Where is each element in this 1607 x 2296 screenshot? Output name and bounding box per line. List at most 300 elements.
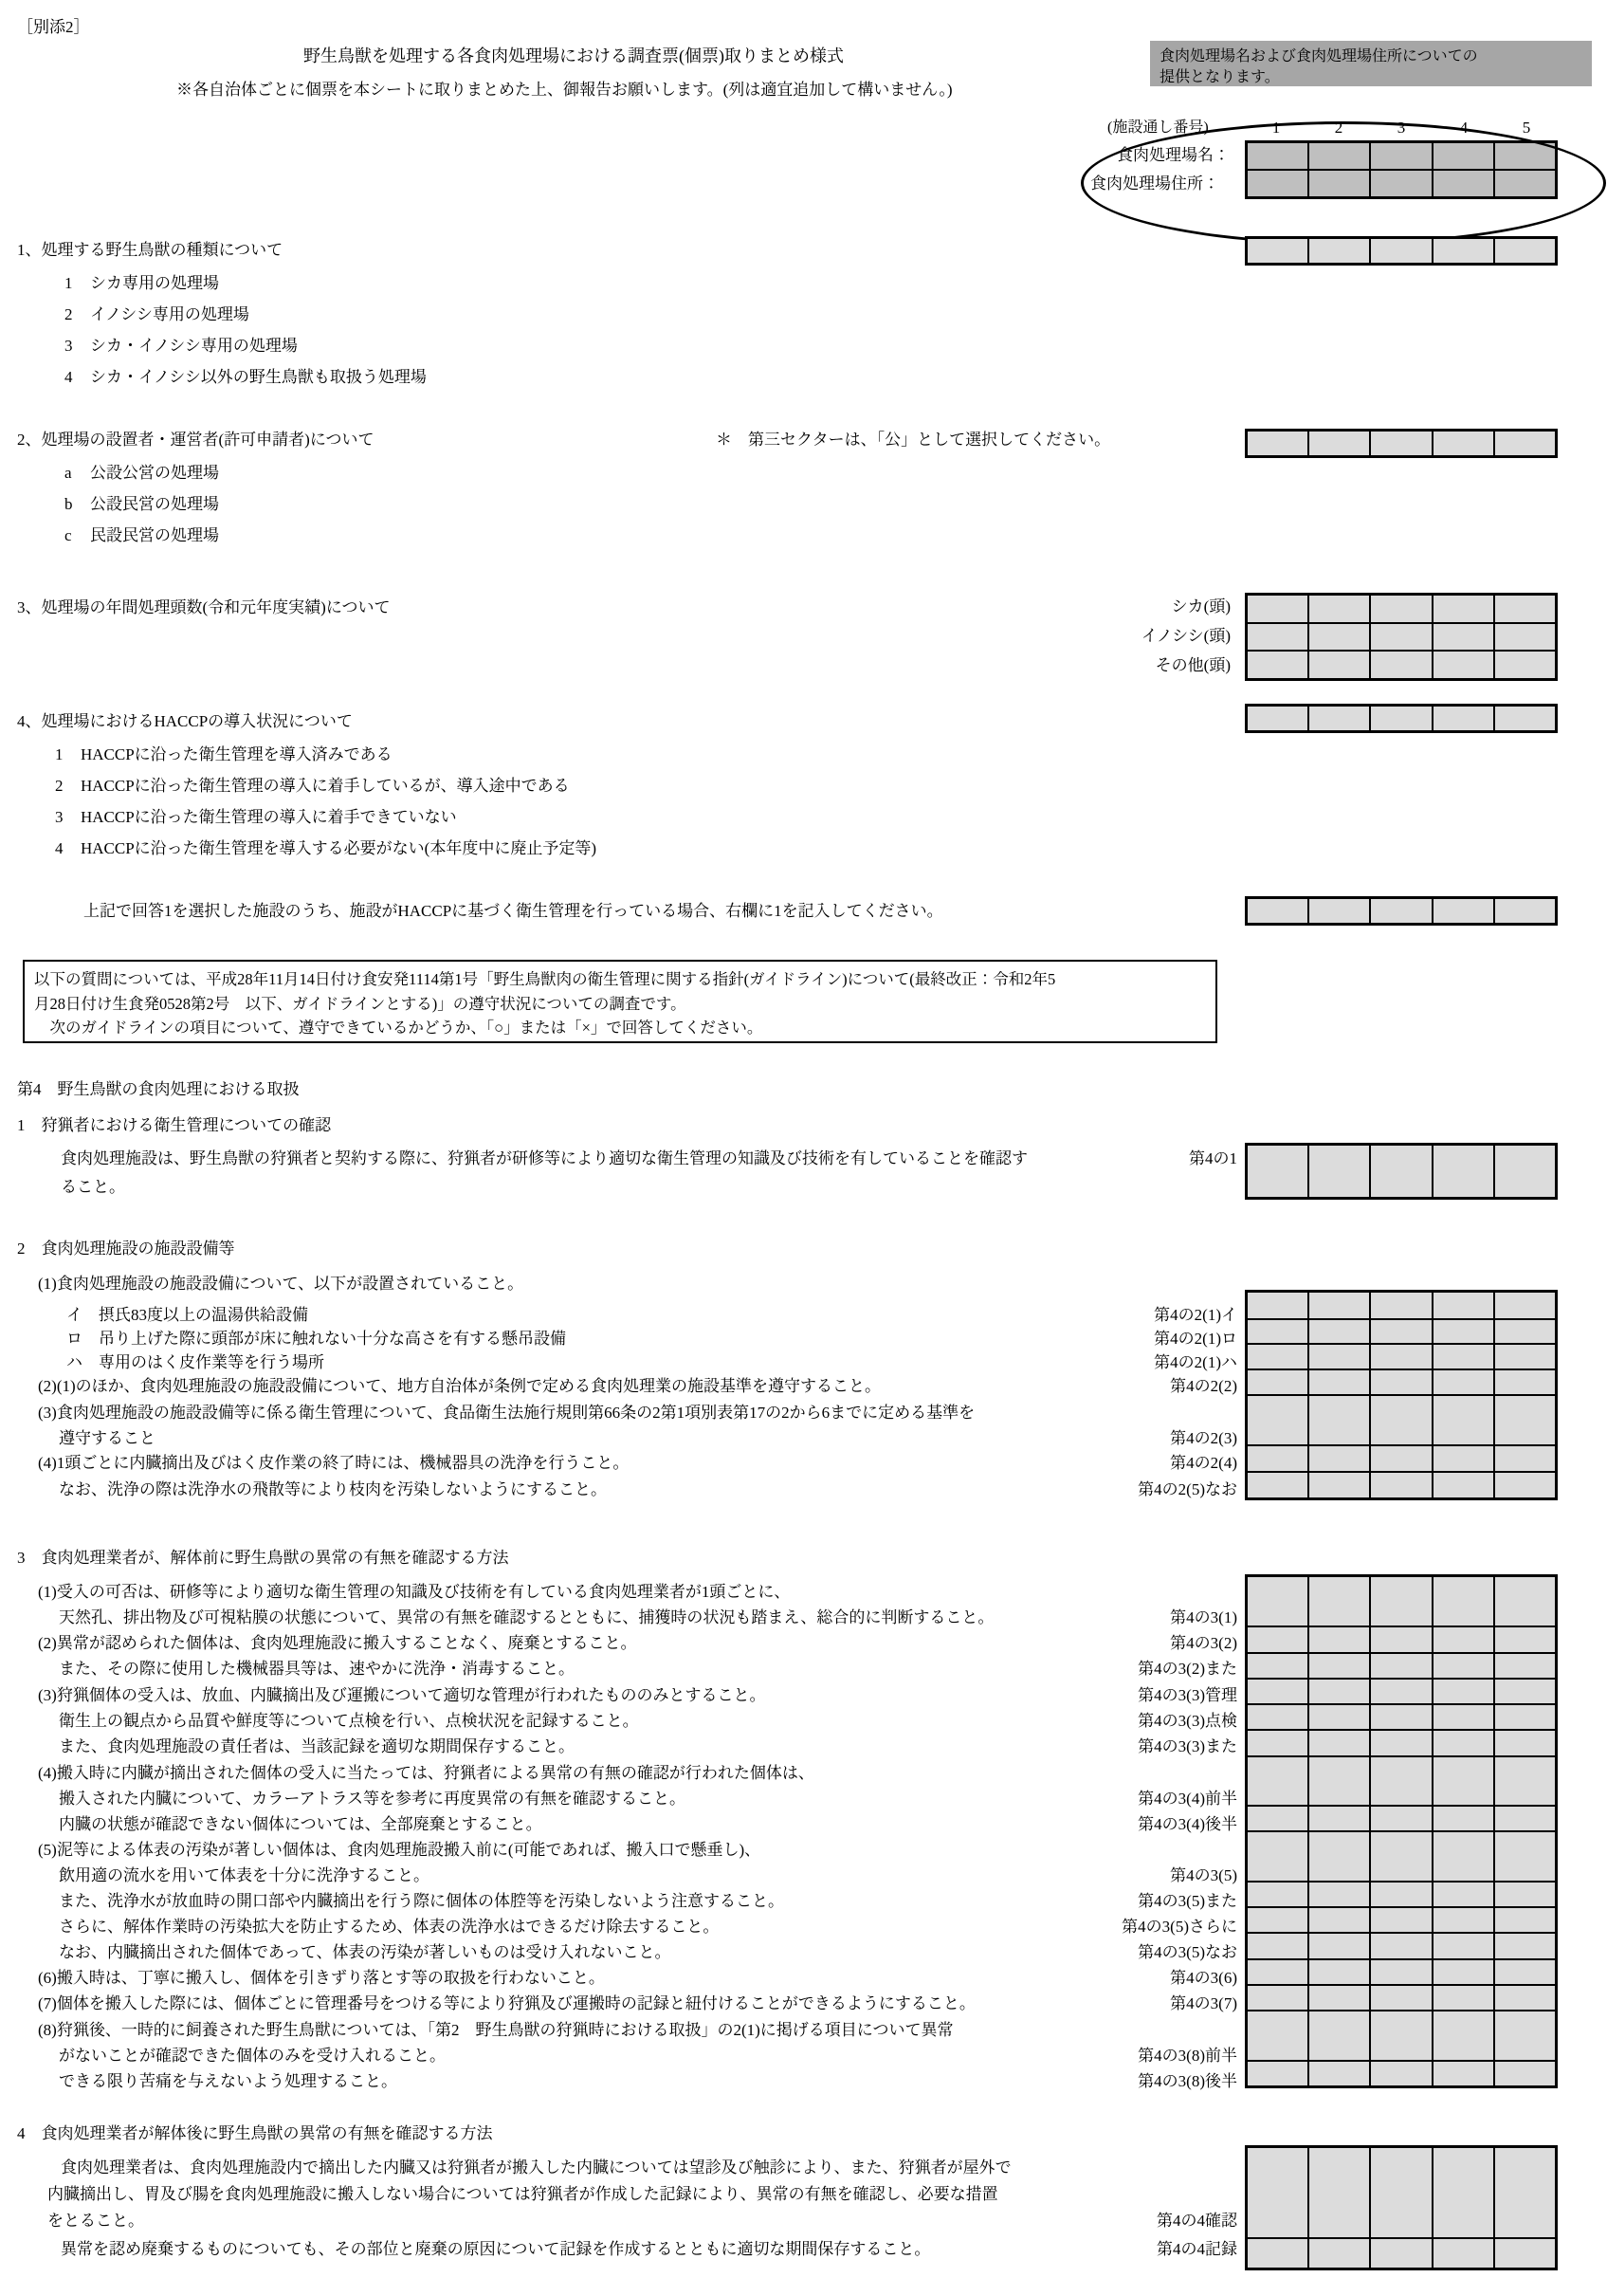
q2-answer-cell-1[interactable] (1248, 432, 1307, 455)
dai4-s3-item-2-text: 天然孔、排出物及び可視粘膜の状態について、異常の有無を確認するとともに、捕獲時の状況も踏まえ、総合的に判断すること。 (59, 1608, 995, 1626)
dai4-s3-r5-c2[interactable] (1309, 1705, 1369, 1729)
table-row[interactable] (1248, 1577, 1555, 1626)
table-row[interactable] (1248, 1986, 1555, 2010)
dai4-s1-answer-grid[interactable] (1245, 1143, 1558, 1200)
table-row[interactable] (1248, 239, 1555, 263)
dai4-s2-item-3-ref: 第4の2(1)ハ (1154, 1353, 1237, 1371)
dai4-s2-r1-c4[interactable] (1434, 1293, 1493, 1318)
dai4-s1-cell-3[interactable] (1371, 1146, 1431, 1197)
dai4-s3-r5-c1[interactable] (1248, 1705, 1307, 1729)
dai4-s3-r14-c1[interactable] (1248, 1986, 1307, 2010)
dai4-s2-item-5-text: (3)食肉処理施設の施設設備等に係る衛生管理について、食品衛生法施行規則第66条の2第1項別表第17の2から6までに定める基準を (38, 1404, 976, 1422)
dai4-s3-r10-c4[interactable] (1434, 1883, 1493, 1906)
dai4-s3-item-13-ref: 第4の3(5)また (1138, 1892, 1237, 1910)
dai4-s3-r6-c2[interactable] (1309, 1731, 1369, 1754)
dai4-s3-r5-c5[interactable] (1495, 1705, 1555, 1729)
dai4-s3-item-14-text: さらに、解体作業時の汚染拡大を防止するため、体表の洗浄水はできるだけ除去すること。 (59, 1918, 720, 1936)
q1-answer-cell-3[interactable] (1371, 239, 1431, 263)
dai4-s3-item-9-ref: 第4の3(4)前半 (1138, 1790, 1237, 1808)
facility-address-cell-4[interactable] (1434, 171, 1493, 196)
dai4-s3-r13-c1[interactable] (1248, 1960, 1307, 1984)
dai4-s3-r1-c4[interactable] (1434, 1577, 1493, 1626)
q3-boar-cell-2[interactable] (1309, 624, 1369, 651)
q3-boar-cell-3[interactable] (1371, 624, 1431, 651)
dai4-s3-r1-c5[interactable] (1495, 1577, 1555, 1626)
dai4-s3-item-7-ref: 第4の3(3)また (1138, 1737, 1237, 1755)
dai4-s2-r5-c4[interactable] (1434, 1396, 1493, 1445)
dai4-heading: 第4 野生鳥獣の食肉処理における取扱 (17, 1080, 300, 1098)
dai4-s3-r4-c1[interactable] (1248, 1680, 1307, 1703)
dai4-s3-r4-c2[interactable] (1309, 1680, 1369, 1703)
table-row[interactable] (1248, 1473, 1555, 1497)
dai4-s2-r2-c2[interactable] (1309, 1320, 1369, 1344)
table-row[interactable] (1248, 1370, 1555, 1394)
dai4-s3-r11-c2[interactable] (1309, 1908, 1369, 1932)
dai4-s3-r7-c2[interactable] (1309, 1757, 1369, 1806)
page-title: 野生鳥獣を処理する各食肉処理場における調査票(個票)取りまとめ様式 (303, 46, 844, 65)
q3-deer-cell-5[interactable] (1495, 596, 1555, 622)
dai4-s3-r16-c3[interactable] (1371, 2062, 1431, 2085)
facility-col-4: 4 (1459, 119, 1469, 137)
dai4-s3-r15-c2[interactable] (1309, 2011, 1369, 2060)
facility-info-grid[interactable] (1245, 140, 1558, 199)
dai4-s2-r6-c2[interactable] (1309, 1446, 1369, 1471)
dai4-s3-item-12-text: 飲用適の流水を用いて体表を十分に洗浄すること。 (59, 1866, 429, 1884)
dai4-s3-r8-c2[interactable] (1309, 1807, 1369, 1830)
dai4-s2-r7-c1[interactable] (1248, 1473, 1307, 1497)
dai4-s3-r5-c4[interactable] (1434, 1705, 1493, 1729)
q1-option-1-label: シカ専用の処理場 (90, 274, 219, 292)
q2-answer-cell-5[interactable] (1495, 432, 1555, 455)
dai4-s1-cell-5[interactable] (1495, 1146, 1555, 1197)
q4-followup-cell-4[interactable] (1434, 899, 1493, 923)
dai4-s2-r7-c3[interactable] (1371, 1473, 1431, 1497)
dai4-s2-r3-c1[interactable] (1248, 1345, 1307, 1368)
dai4-s3-r11-c5[interactable] (1495, 1908, 1555, 1932)
dai4-s3-r14-c5[interactable] (1495, 1986, 1555, 2010)
q3-deer-cell-2[interactable] (1309, 596, 1369, 622)
table-row[interactable] (1248, 2148, 1555, 2237)
table-row[interactable] (1248, 432, 1555, 455)
q4-option-3-label: HACCPに沿った衛生管理の導入に着手できていない (81, 808, 457, 826)
table-row[interactable] (1248, 1757, 1555, 1806)
dai4-s3-r16-c4[interactable] (1434, 2062, 1493, 2085)
dai4-s2-item-4-text: (2)(1)のほか、食肉処理施設の施設設備について、地方自治体が条例で定める食肉処理業の施設基準を遵守すること。 (38, 1377, 881, 1395)
dai4-s4-answer-grid[interactable] (1245, 2145, 1558, 2270)
dai4-s2-r3-c5[interactable] (1495, 1345, 1555, 1368)
dai4-s2-r2-c4[interactable] (1434, 1320, 1493, 1344)
dai4-s2-r1-c3[interactable] (1371, 1293, 1431, 1318)
dai4-s3-r10-c5[interactable] (1495, 1883, 1555, 1906)
dai4-s3-item-6-text: 衛生上の観点から品質や鮮度等について点検を行い、点検状況を記録すること。 (59, 1712, 639, 1730)
dai4-s3-r10-c2[interactable] (1309, 1883, 1369, 1906)
question-2-heading: 2、処理場の設置者・運営者(許可申請者)について (17, 431, 374, 449)
dai4-s3-r3-c3[interactable] (1371, 1654, 1431, 1678)
table-row[interactable] (1248, 1654, 1555, 1678)
dai4-s3-r10-c1[interactable] (1248, 1883, 1307, 1906)
dai4-s1-cell-4[interactable] (1434, 1146, 1493, 1197)
q3-other-cell-2[interactable] (1309, 652, 1369, 678)
dai4-s2-item-7-ref: 第4の2(4) (1170, 1454, 1237, 1472)
dai4-s3-r15-c4[interactable] (1434, 2011, 1493, 2060)
dai4-s3-item-10-ref: 第4の3(4)後半 (1138, 1815, 1237, 1833)
table-row[interactable] (1248, 1446, 1555, 1471)
q3-boar-cell-1[interactable] (1248, 624, 1307, 651)
table-row[interactable] (1248, 2062, 1555, 2085)
dai4-s4-ref-record: 第4の4記録 (1157, 2240, 1237, 2258)
dai4-s4-confirm-c4[interactable] (1434, 2148, 1493, 2237)
q3-other-cell-3[interactable] (1371, 652, 1431, 678)
table-row[interactable] (1248, 1146, 1555, 1197)
dai4-s2-intro: (1)食肉処理施設の施設設備について、以下が設置されていること。 (38, 1275, 524, 1293)
dai4-s3-r13-c2[interactable] (1309, 1960, 1369, 1984)
q3-deer-cell-4[interactable] (1434, 596, 1493, 622)
dai4-s3-item-16-ref: 第4の3(6) (1170, 1969, 1237, 1987)
table-row[interactable] (1248, 1934, 1555, 1957)
dai4-s2-r3-c4[interactable] (1434, 1345, 1493, 1368)
dai4-s3-item-5-ref: 第4の3(3)管理 (1138, 1686, 1237, 1704)
facility-name-cell-3[interactable] (1371, 143, 1431, 169)
dai4-s4-record-c1[interactable] (1248, 2239, 1307, 2268)
q1-answer-cell-5[interactable] (1495, 239, 1555, 263)
dai4-s1-line-1: 食肉処理施設は、野生鳥獣の狩猟者と契約する際に、狩猟者が研修等により適切な衛生管理の知識及び技術を有していることを確認す (61, 1149, 1028, 1167)
dai4-s3-item-8-text: (4)搬入時に内臓が摘出された個体の受入に当たっては、狩猟者による異常の有無の確認が行われた個体は、 (38, 1764, 814, 1782)
dai4-s3-item-17-text: (7)個体を搬入した際には、個体ごとに管理番号をつける等により狩猟及び運搬時の記録と紐付けることができるようにすること。 (38, 1994, 976, 2012)
q1-option-1-num: 1 (64, 274, 73, 292)
dai4-s2-r7-c5[interactable] (1495, 1473, 1555, 1497)
dai4-s2-r7-c2[interactable] (1309, 1473, 1369, 1497)
q4-answer-cell-5[interactable] (1495, 707, 1555, 730)
dai4-s3-r9-c5[interactable] (1495, 1832, 1555, 1881)
q3-deer-cell-3[interactable] (1371, 596, 1431, 622)
dai4-s3-r8-c3[interactable] (1371, 1807, 1431, 1830)
dai4-s2-r3-c3[interactable] (1371, 1345, 1431, 1368)
provision-note-line1: 食肉処理場名および食肉処理場住所についての (1160, 48, 1478, 64)
dai4-s2-r2-c5[interactable] (1495, 1320, 1555, 1344)
dai4-s2-r6-c1[interactable] (1248, 1446, 1307, 1471)
dai4-s2-r6-c4[interactable] (1434, 1446, 1493, 1471)
dai4-s3-r6-c3[interactable] (1371, 1731, 1431, 1754)
q4-followup-cell-1[interactable] (1248, 899, 1307, 923)
question-3-heading: 3、処理場の年間処理頭数(令和元年度実績)について (17, 598, 391, 616)
table-row[interactable] (1248, 624, 1555, 651)
dai4-s3-r2-c4[interactable] (1434, 1627, 1493, 1651)
q3-answer-grid[interactable] (1245, 593, 1558, 681)
table-row[interactable] (1248, 143, 1555, 169)
dai4-s4-record-c2[interactable] (1309, 2239, 1369, 2268)
q4-option-1-num: 1 (55, 745, 64, 763)
dai4-s2-r4-c2[interactable] (1309, 1370, 1369, 1394)
facility-address-cell-1[interactable] (1248, 171, 1307, 196)
dai4-s2-r2-c1[interactable] (1248, 1320, 1307, 1344)
dai4-s3-r7-c5[interactable] (1495, 1757, 1555, 1806)
dai4-s4-record-c4[interactable] (1434, 2239, 1493, 2268)
dai4-s3-item-18-text: (8)狩猟後、一時的に飼養された野生鳥獣については、「第2 野生鳥獣の狩猟時における取扱」の2(1)に掲げる項目について異常 (38, 2021, 954, 2039)
table-row[interactable] (1248, 2011, 1555, 2060)
table-row[interactable] (1248, 1832, 1555, 1881)
facility-address-cell-3[interactable] (1371, 171, 1431, 196)
table-row[interactable] (1248, 1345, 1555, 1368)
dai4-s3-r4-c4[interactable] (1434, 1680, 1493, 1703)
dai4-s2-item-3-text: ハ 専用のはく皮作業等を行う場所 (66, 1353, 324, 1371)
facility-name-cell-5[interactable] (1495, 143, 1555, 169)
dai4-s2-item-6-ref: 第4の2(3) (1170, 1429, 1237, 1447)
dai4-s3-r6-c5[interactable] (1495, 1731, 1555, 1754)
dai4-s3-r3-c4[interactable] (1434, 1654, 1493, 1678)
dai4-s2-r2-c3[interactable] (1371, 1320, 1431, 1344)
dai4-s3-r15-c1[interactable] (1248, 2011, 1307, 2060)
dai4-s3-r8-c1[interactable] (1248, 1807, 1307, 1830)
dai4-s3-item-15-text: なお、内臓摘出された個体であって、体表の汚染が著しいものは受け入れないこと。 (59, 1943, 671, 1961)
table-row[interactable] (1248, 1627, 1555, 1651)
dai4-s4-line-3: をとること。 (47, 2212, 144, 2230)
dai4-s3-answer-grid[interactable] (1245, 1574, 1558, 2088)
dai4-s3-item-16-text: (6)搬入時は、丁寧に搬入し、個体を引きずり落とす等の取扱を行わないこと。 (38, 1969, 605, 1987)
dai4-s3-r2-c3[interactable] (1371, 1627, 1431, 1651)
dai4-s2-r5-c2[interactable] (1309, 1396, 1369, 1445)
dai4-s3-r11-c4[interactable] (1434, 1908, 1493, 1932)
dai4-s3-item-7-text: また、食肉処理施設の責任者は、当該記録を適切な期間保存すること。 (59, 1737, 575, 1755)
dai4-s2-item-1-text: イ 摂氏83度以上の温湯供給設備 (66, 1306, 308, 1324)
dai4-s4-confirm-c3[interactable] (1371, 2148, 1431, 2237)
dai4-s3-r15-c3[interactable] (1371, 2011, 1431, 2060)
q4-followup-text: 上記で回答1を選択した施設のうち、施設がHACCPに基づく衛生管理を行っている場合、右欄に1を記入してください。 (83, 902, 943, 920)
q3-other-cell-5[interactable] (1495, 652, 1555, 678)
page-subtitle: ※各自治体ごとに個票を本シートに取りまとめた上、御報告お願いします。(列は適宜追加して構いません。) (176, 81, 953, 99)
q4-answer-cell-3[interactable] (1371, 707, 1431, 730)
dai4-s3-r8-c4[interactable] (1434, 1807, 1493, 1830)
dai4-s3-r7-c3[interactable] (1371, 1757, 1431, 1806)
dai4-s3-r6-c1[interactable] (1248, 1731, 1307, 1754)
dai4-s3-r12-c2[interactable] (1309, 1934, 1369, 1957)
facility-col-5: 5 (1522, 119, 1531, 137)
q2-option-a-num: a (64, 464, 72, 482)
dai4-s3-r4-c5[interactable] (1495, 1680, 1555, 1703)
dai4-s2-r1-c1[interactable] (1248, 1293, 1307, 1318)
dai4-s3-r3-c5[interactable] (1495, 1654, 1555, 1678)
dai4-s3-item-17-ref: 第4の3(7) (1170, 1994, 1237, 2012)
question-1-heading: 1、処理する野生鳥獣の種類について (17, 241, 283, 259)
q1-answer-grid[interactable] (1245, 236, 1558, 266)
dai4-s3-item-10-text: 内臓の状態が確認できない個体については、全部廃棄とすること。 (59, 1815, 542, 1833)
q4-followup-cell-3[interactable] (1371, 899, 1431, 923)
dai4-s3-r1-c1[interactable] (1248, 1577, 1307, 1626)
table-row[interactable] (1248, 1960, 1555, 1984)
dai4-s4-confirm-c5[interactable] (1495, 2148, 1555, 2237)
dai4-s4-record-c5[interactable] (1495, 2239, 1555, 2268)
q4-option-4-num: 4 (55, 839, 64, 857)
dai4-s2-r3-c2[interactable] (1309, 1345, 1369, 1368)
attachment-label: ［別添2］ (17, 18, 90, 36)
dai4-s3-item-14-ref: 第4の3(5)さらに (1122, 1918, 1237, 1936)
dai4-s3-r16-c5[interactable] (1495, 2062, 1555, 2085)
dai4-s2-r5-c5[interactable] (1495, 1396, 1555, 1445)
q4-answer-cell-4[interactable] (1434, 707, 1493, 730)
q2-option-c-label: 民設民営の処理場 (90, 526, 219, 544)
table-row[interactable] (1248, 1396, 1555, 1445)
q1-answer-cell-2[interactable] (1309, 239, 1369, 263)
dai4-s3-r16-c1[interactable] (1248, 2062, 1307, 2085)
dai4-s2-heading: 2 食肉処理施設の施設設備等 (17, 1240, 235, 1258)
dai4-s3-r9-c1[interactable] (1248, 1832, 1307, 1881)
dai4-s2-r1-c2[interactable] (1309, 1293, 1369, 1318)
q4-option-1-label: HACCPに沿った衛生管理を導入済みである (81, 745, 393, 763)
table-row[interactable] (1248, 1320, 1555, 1344)
table-row[interactable] (1248, 1705, 1555, 1729)
dai4-s3-r14-c3[interactable] (1371, 1986, 1431, 2010)
dai4-s3-item-19-ref: 第4の3(8)前半 (1138, 2047, 1237, 2065)
q4-answer-cell-2[interactable] (1309, 707, 1369, 730)
dai4-s2-r5-c3[interactable] (1371, 1396, 1431, 1445)
q2-answer-cell-2[interactable] (1309, 432, 1369, 455)
guideline-line-1: 以下の質問については、平成28年11月14日付け食安発1114第1号「野生鳥獣肉の衛生管理に関する指針(ガイドライン)について(最終改正：令和2年5 (34, 970, 1056, 988)
q2-answer-cell-4[interactable] (1434, 432, 1493, 455)
table-row[interactable] (1248, 1680, 1555, 1703)
q1-option-3-label: シカ・イノシシ専用の処理場 (90, 337, 298, 355)
dai4-s3-r13-c4[interactable] (1434, 1960, 1493, 1984)
dai4-s3-item-3-ref: 第4の3(2) (1170, 1634, 1237, 1652)
dai4-s2-r1-c5[interactable] (1495, 1293, 1555, 1318)
dai4-s3-r1-c2[interactable] (1309, 1577, 1369, 1626)
dai4-s2-item-8-ref: 第4の2(5)なお (1138, 1480, 1237, 1498)
q2-answer-cell-3[interactable] (1371, 432, 1431, 455)
dai4-s3-heading: 3 食肉処理業者が、解体前に野生鳥獣の異常の有無を確認する方法 (17, 1549, 509, 1567)
dai4-s3-item-4-text: また、その際に使用した機械器具等は、速やかに洗浄・消毒すること。 (59, 1660, 575, 1678)
facility-name-cell-1[interactable] (1248, 143, 1307, 169)
dai4-s4-confirm-c2[interactable] (1309, 2148, 1369, 2237)
q4-followup-cell-2[interactable] (1309, 899, 1369, 923)
dai4-s3-item-2-ref: 第4の3(1) (1170, 1608, 1237, 1626)
q4-followup-cell-5[interactable] (1495, 899, 1555, 923)
dai4-s4-line-1: 食肉処理業者は、食肉処理施設内で摘出した内臓又は狩猟者が搬入した内臓については望診及び触診により、また、狩猟者が屋外で (61, 2158, 1012, 2177)
dai4-s2-answer-grid[interactable] (1245, 1290, 1558, 1500)
dai4-s3-r7-c4[interactable] (1434, 1757, 1493, 1806)
dai4-s3-item-13-text: また、洗浄水が放血時の開口部や内臓摘出を行う際に個体の体腔等を汚染しないよう注意すること。 (59, 1892, 784, 1910)
dai4-s3-r2-c2[interactable] (1309, 1627, 1369, 1651)
table-row[interactable] (1248, 1731, 1555, 1754)
dai4-s3-item-5-text: (3)狩猟個体の受入は、放血、内臓摘出及び運搬について適切な管理が行われたもののみとすること。 (38, 1686, 766, 1704)
dai4-s3-r3-c1[interactable] (1248, 1654, 1307, 1678)
dai4-s4-confirm-c1[interactable] (1248, 2148, 1307, 2237)
dai4-s2-r4-c4[interactable] (1434, 1370, 1493, 1394)
facility-name-cell-2[interactable] (1309, 143, 1369, 169)
q4-followup-grid[interactable] (1245, 896, 1558, 926)
q3-boar-cell-4[interactable] (1434, 624, 1493, 651)
dai4-s4-line-2: 内臓摘出し、胃及び腸を食肉処理施設に搬入しない場合については狩猟者が作成した記録により、異常の有無を確認し、必要な措置 (47, 2185, 998, 2203)
question-4-heading: 4、処理場におけるHACCPの導入状況について (17, 712, 353, 730)
dai4-s2-r7-c4[interactable] (1434, 1473, 1493, 1497)
dai4-s2-r5-c1[interactable] (1248, 1396, 1307, 1445)
dai4-s3-r11-c1[interactable] (1248, 1908, 1307, 1932)
dai4-s3-r13-c3[interactable] (1371, 1960, 1431, 1984)
dai4-s3-r13-c5[interactable] (1495, 1960, 1555, 1984)
dai4-s4-heading: 4 食肉処理業者が解体後に野生鳥獣の異常の有無を確認する方法 (17, 2124, 493, 2142)
table-row[interactable] (1248, 171, 1555, 196)
dai4-s3-r9-c2[interactable] (1309, 1832, 1369, 1881)
dai4-s2-item-4-ref: 第4の2(2) (1170, 1377, 1237, 1395)
provision-note-line2: 提供となります。 (1160, 68, 1280, 85)
table-row[interactable] (1248, 707, 1555, 730)
dai4-s3-r12-c1[interactable] (1248, 1934, 1307, 1957)
facility-address-cell-2[interactable] (1309, 171, 1369, 196)
dai4-s3-r6-c4[interactable] (1434, 1731, 1493, 1754)
q3-boar-cell-5[interactable] (1495, 624, 1555, 651)
dai4-s3-r2-c5[interactable] (1495, 1627, 1555, 1651)
dai4-s2-r4-c3[interactable] (1371, 1370, 1431, 1394)
dai4-s3-r16-c2[interactable] (1309, 2062, 1369, 2085)
dai4-s2-item-7-text: (4)1頭ごとに内臓摘出及びはく皮作業の終了時には、機械器具の洗浄を行うこと。 (38, 1454, 630, 1472)
table-row[interactable] (1248, 1293, 1555, 1318)
q4-answer-cell-1[interactable] (1248, 707, 1307, 730)
dai4-s3-r2-c1[interactable] (1248, 1627, 1307, 1651)
dai4-s3-r12-c5[interactable] (1495, 1934, 1555, 1957)
dai4-s2-item-2-ref: 第4の2(1)ロ (1154, 1330, 1237, 1348)
q2-answer-grid[interactable] (1245, 429, 1558, 458)
dai4-s1-cell-2[interactable] (1309, 1146, 1369, 1197)
q3-other-cell-1[interactable] (1248, 652, 1307, 678)
dai4-s4-line-4: 異常を認め廃棄するものについても、その部位と廃棄の原因について記録を作成するとともに適切な期間保存すること。 (61, 2240, 931, 2258)
facility-name-cell-4[interactable] (1434, 143, 1493, 169)
dai4-s3-r14-c4[interactable] (1434, 1986, 1493, 2010)
dai4-s3-r9-c3[interactable] (1371, 1832, 1431, 1881)
q1-answer-cell-4[interactable] (1434, 239, 1493, 263)
table-row[interactable] (1248, 2239, 1555, 2268)
q3-row-label-boar: イノシシ(頭) (1141, 627, 1231, 645)
dai4-s2-r6-c3[interactable] (1371, 1446, 1431, 1471)
dai4-s3-r8-c5[interactable] (1495, 1807, 1555, 1830)
dai4-s1-ref: 第4の1 (1189, 1149, 1237, 1167)
dai4-s3-r3-c2[interactable] (1309, 1654, 1369, 1678)
table-row[interactable] (1248, 1908, 1555, 1932)
dai4-s3-r5-c3[interactable] (1371, 1705, 1431, 1729)
dai4-s3-item-12-ref: 第4の3(5) (1170, 1866, 1237, 1884)
dai4-s3-r9-c4[interactable] (1434, 1832, 1493, 1881)
dai4-s4-ref-confirm: 第4の4確認 (1157, 2212, 1237, 2230)
table-row[interactable] (1248, 1883, 1555, 1906)
table-row[interactable] (1248, 596, 1555, 622)
dai4-s3-r1-c3[interactable] (1371, 1577, 1431, 1626)
dai4-s2-item-6-text: 遵守すること (59, 1429, 155, 1447)
dai4-s3-r4-c3[interactable] (1371, 1680, 1431, 1703)
table-row[interactable] (1248, 899, 1555, 923)
dai4-s3-item-3-text: (2)異常が認められた個体は、食肉処理施設に搬入することなく、廃棄とすること。 (38, 1634, 637, 1652)
table-row[interactable] (1248, 1807, 1555, 1830)
q4-option-4-label: HACCPに沿った衛生管理を導入する必要がない(本年度中に廃止予定等) (81, 839, 597, 857)
dai4-s3-r12-c4[interactable] (1434, 1934, 1493, 1957)
dai4-s3-r11-c3[interactable] (1371, 1908, 1431, 1932)
dai4-s2-r4-c5[interactable] (1495, 1370, 1555, 1394)
dai4-s3-r15-c5[interactable] (1495, 2011, 1555, 2060)
q1-answer-cell-1[interactable] (1248, 239, 1307, 263)
dai4-s1-cell-1[interactable] (1248, 1146, 1307, 1197)
q1-option-2-label: イノシシ専用の処理場 (90, 305, 249, 323)
q4-answer-grid[interactable] (1245, 704, 1558, 733)
dai4-s4-record-c3[interactable] (1371, 2239, 1431, 2268)
dai4-s2-r6-c5[interactable] (1495, 1446, 1555, 1471)
dai4-s2-r4-c1[interactable] (1248, 1370, 1307, 1394)
guideline-notice-box (23, 960, 1217, 1043)
guideline-line-3: 次のガイドラインの項目について、遵守できているかどうか、「○」または「×」で回答してください。 (34, 1019, 763, 1038)
dai4-s3-r10-c3[interactable] (1371, 1883, 1431, 1906)
table-row[interactable] (1248, 652, 1555, 678)
dai4-s3-r14-c2[interactable] (1309, 1986, 1369, 2010)
dai4-s3-r12-c3[interactable] (1371, 1934, 1431, 1957)
q3-other-cell-4[interactable] (1434, 652, 1493, 678)
facility-address-cell-5[interactable] (1495, 171, 1555, 196)
q3-deer-cell-1[interactable] (1248, 596, 1307, 622)
q2-option-c-num: c (64, 526, 72, 544)
dai4-s3-r7-c1[interactable] (1248, 1757, 1307, 1806)
